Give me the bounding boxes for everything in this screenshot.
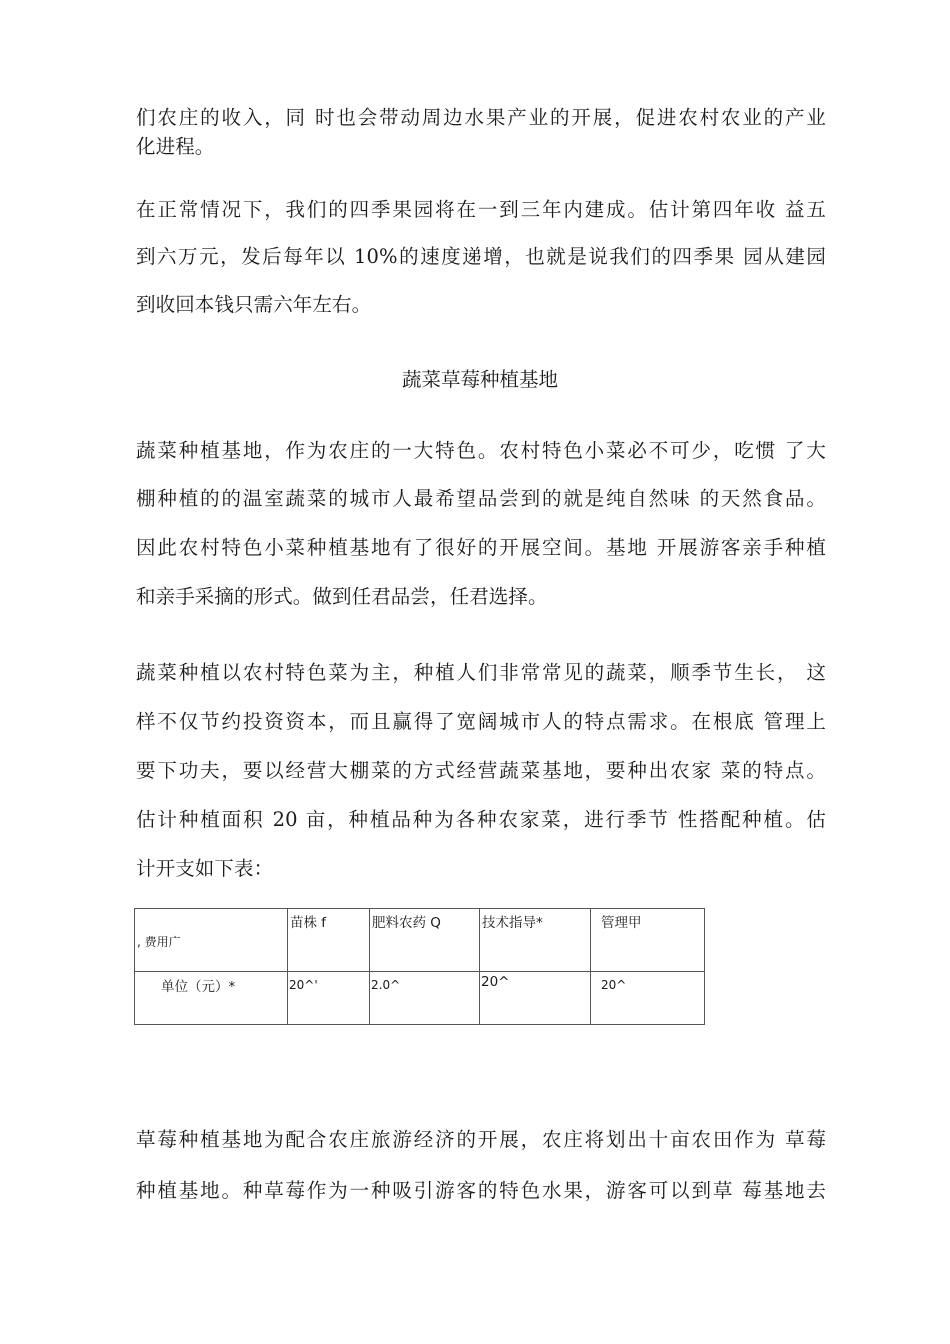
column-management: 管理甲 <box>601 915 642 931</box>
header-label: , 费用广 <box>137 935 181 949</box>
value-tech-guidance: 20^ <box>481 974 510 990</box>
column-fertilizer: 肥料农药 Q <box>372 915 441 931</box>
row-label: 单位（元）* <box>161 979 236 995</box>
table-row <box>135 972 705 1025</box>
table-header-cell <box>288 909 370 972</box>
paragraph-line: 棚种植的的温室蔬菜的城市人最希望品尝到的就是纯自然味 的天然食品。 <box>136 487 826 510</box>
table-cell <box>480 972 591 1025</box>
paragraph-line: 要下功夫，要以经营大棚菜的方式经营蔬菜基地，要种出农家 菜的特点。 <box>136 759 826 782</box>
table-header-row <box>135 909 705 972</box>
paragraph-line: 们农庄的收入，同 时也会带动周边水果产业的开展，促进农村农业的产业 <box>136 106 826 129</box>
paragraph-line: 计开支如下表： <box>136 857 274 880</box>
paragraph-line: 化进程。 <box>136 135 215 158</box>
paragraph-line: 因此农村特色小菜种植基地有了很好的开展空间。基地 开展游客亲手种植 <box>136 536 826 559</box>
table-cell <box>135 972 288 1025</box>
column-tech-guidance: 技术指导* <box>482 915 543 931</box>
paragraph-line: 和亲手采摘的形式。做到任君品尝，任君选择。 <box>136 585 548 608</box>
section-heading: 蔬菜草莓种植基地 <box>401 368 558 391</box>
paragraph-line: 草莓种植基地为配合农庄旅游经济的开展，农庄将划出十亩农田作为 草莓 <box>136 1128 826 1151</box>
paragraph-line: 估计种植面积 20 亩，种植品种为各种农家菜，进行季节 性搭配种植。估 <box>136 808 826 831</box>
table-header-cell <box>480 909 591 972</box>
table-header-cell <box>135 909 288 972</box>
table-cell <box>591 972 705 1025</box>
paragraph-line: 到六万元，发后每年以 10%的速度递增，也就是说我们的四季果 园从建园 <box>136 245 826 268</box>
paragraph-line: 蔬菜种植基地，作为农庄的一大特色。农村特色小菜必不可少，吃惯 了大 <box>136 439 826 462</box>
cost-table <box>134 908 705 1025</box>
paragraph-line: 在正常情况下，我们的四季果园将在一到三年内建成。估计第四年收 益五 <box>136 198 826 221</box>
table-header-cell <box>370 909 480 972</box>
value-fertilizer: 2.0^ <box>371 978 401 992</box>
paragraph-line: 蔬菜种植以农村特色菜为主，种植人们非常常见的蔬菜，顺季节生长， 这 <box>136 661 826 684</box>
value-management: 20^ <box>601 978 627 992</box>
table-header-cell <box>591 909 705 972</box>
paragraph-line: 样不仅节约投资资本，而且赢得了宽阔城市人的特点需求。在根底 管理上 <box>136 710 826 733</box>
paragraph-line: 到收回本钱只需六年左右。 <box>136 293 372 316</box>
table-cell <box>370 972 480 1025</box>
paragraph-line: 种植基地。种草莓作为一种吸引游客的特色水果，游客可以到草 莓基地去 <box>136 1179 826 1202</box>
table-cell <box>288 972 370 1025</box>
value-seedlings: 20^' <box>289 978 318 992</box>
column-seedlings: 苗株 f <box>290 915 327 931</box>
